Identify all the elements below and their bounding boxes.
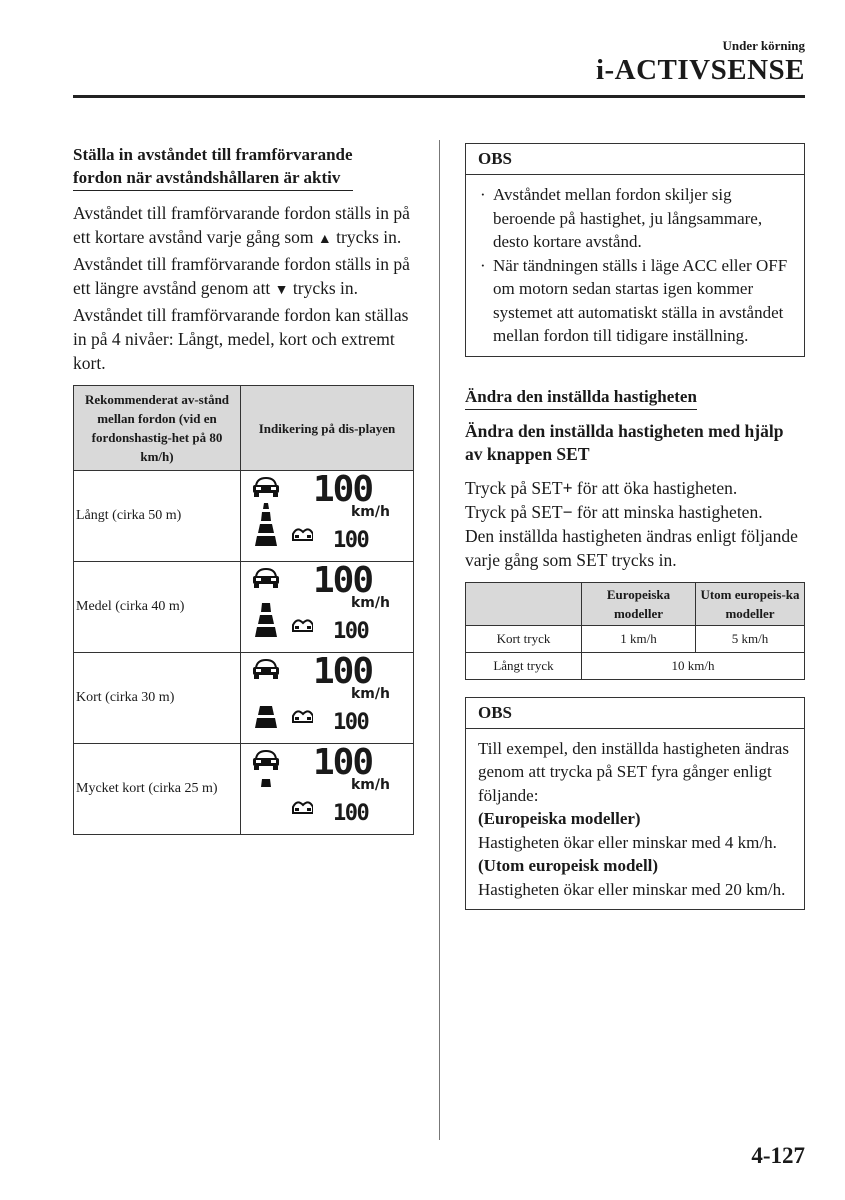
display-indicator [243,560,411,651]
up-triangle-icon: ▲ [317,232,332,247]
distance-bars-icon [243,745,313,833]
distance-bars-icon [243,654,313,742]
cruise-control-icon [293,617,313,635]
distance-bar [258,615,274,624]
cruise-control-icon [293,526,313,544]
distance-bar [255,627,277,637]
plus-icon: + [562,477,573,498]
lead-car-icon [253,478,279,497]
speed-table [465,582,805,680]
distance-label: Medel (cirka 40 m) [74,562,241,653]
distance-bars-icon [243,563,313,651]
empty-header [466,582,582,625]
lead-car-icon [253,660,279,679]
left-column [73,143,418,835]
page-title: i-ACTIVSENSE [595,54,805,86]
display-set-speed: 100 [333,710,369,735]
display-set-speed: 100 [333,528,369,553]
distance-bar [255,718,277,728]
display-unit: km/h [351,595,390,611]
distance-bar [258,706,274,715]
distance-col-header: Rekommenderat av-stånd mellan fordon (vid en fordonshastig-het på 80 km/h) [74,386,241,471]
obs-title: OBS [466,144,804,175]
distance-bar [255,536,277,546]
page-number: 4-127 [751,1143,805,1168]
display-set-speed: 100 [333,619,369,644]
distance-bars-icon [243,472,313,560]
distance-label: Mycket kort (cirka 25 m) [74,744,241,835]
display-speed: 100 [313,560,373,601]
cruise-control-icon [293,799,313,817]
obs-bullet: · Avståndet mellan fordon skiljer sig beroende på hastighet, ju långsammare, desto kortare avstånd. [478,183,792,254]
display-speed: 100 [313,469,373,510]
distance-bar [261,512,271,521]
right-column [465,143,805,910]
obs-bullet: · När tändningen ställs i läge ACC eller OFF om motorn sedan startas igen kommer systemet att automatiskt ställa in avståndet mellan fordon till tidigare inställning. [478,254,792,348]
display-speed: 100 [313,742,373,783]
column-divider [439,140,440,1140]
set-button-subheading: Ändra den inställda hastigheten med hjälp av knappen SET [465,420,784,464]
table-row: Kort tryck 1 km/h 5 km/h [466,625,805,652]
change-speed-heading: Ändra den inställda hastigheten [465,385,697,410]
down-triangle-icon: ▼ [274,283,289,298]
distance-bar [261,779,271,787]
non-eu-header: Utom europeis-ka modeller [696,582,805,625]
display-indicator [243,469,411,560]
display-unit: km/h [351,686,390,702]
display-col-header: Indikering på dis-playen [241,386,414,471]
obs-title: OBS [466,698,804,729]
distance-bar [263,503,269,509]
table-row [74,471,414,562]
distance-label: Kort (cirka 30 m) [74,653,241,744]
table-row [74,744,414,835]
distance-bar [258,524,274,533]
distance-paragraph: Avståndet till framförvarande fordon ställs in på ett kortare avstånd varje gång som ▲ trycks in. Avståndet till framförvarande fordon ställs in på ett längre avstånd genom att ▼ trycks in. Avståndet till framförvarande fordon kan ställas in på 4 nivåer: Långt, medel, kort och extremt kort. [73,203,410,373]
header-rule [73,95,805,98]
cruise-control-icon [293,708,313,726]
lead-car-icon [253,751,279,770]
display-unit: km/h [351,504,390,520]
display-set-speed: 100 [333,801,369,826]
display-indicator [243,651,411,742]
display-speed: 100 [313,651,373,692]
lead-car-icon [253,569,279,588]
minus-icon: − [562,501,573,522]
distance-bar [261,603,271,612]
table-row: Långt tryck 10 km/h [466,652,805,679]
eu-header: Europeiska modeller [582,582,696,625]
distance-label: Långt (cirka 50 m) [74,471,241,562]
set-paragraph: Tryck på SET+ för att öka hastigheten. Tryck på SET− för att minska hastigheten. Den inställda hastigheten ändras enligt följande varje gång som SET trycks in. [465,477,798,570]
obs-box-1 [465,143,805,357]
table-row [74,653,414,744]
section-label: Under körning [722,38,805,53]
display-unit: km/h [351,777,390,793]
table-row [74,562,414,653]
distance-table [73,385,414,835]
distance-heading: Ställa in avståndet till framförvarande fordon när avståndshållaren är aktiv [73,143,353,191]
obs-box-2: OBS Till exempel, den inställda hastigheten ändras genom att trycka på SET fyra gånger enligt följande: (Europeiska modeller) Hastigheten ökar eller minskar med 4 km/h. (Utom europeisk modell) Hastigheten ökar eller minskar med 20 km/h. [465,697,805,911]
display-indicator [243,742,411,833]
